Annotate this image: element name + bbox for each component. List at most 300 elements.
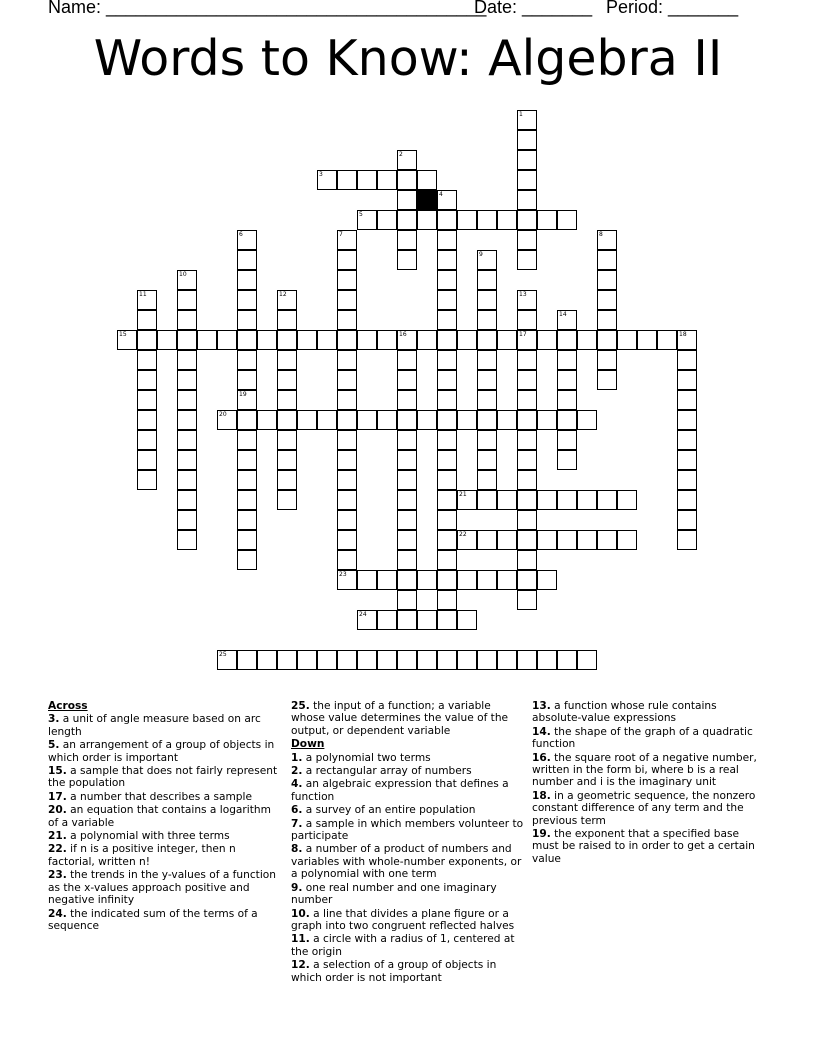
across-clue bbox=[48, 869, 284, 906]
across-clue bbox=[48, 739, 284, 764]
grid-cell[interactable] bbox=[257, 650, 277, 670]
grid-cell[interactable] bbox=[517, 150, 537, 170]
grid-cell[interactable] bbox=[177, 430, 197, 450]
grid-cell[interactable] bbox=[477, 650, 497, 670]
grid-cell[interactable] bbox=[437, 450, 457, 470]
grid-cell[interactable] bbox=[397, 370, 417, 390]
grid-cell[interactable] bbox=[237, 450, 257, 470]
clue-number: 13. bbox=[532, 700, 551, 712]
grid-cell[interactable] bbox=[337, 290, 357, 310]
grid-cell[interactable] bbox=[337, 310, 357, 330]
grid-cell[interactable] bbox=[397, 470, 417, 490]
grid-cell[interactable] bbox=[537, 570, 557, 590]
clue-number: 15. bbox=[48, 765, 67, 778]
grid-cell[interactable] bbox=[557, 530, 577, 550]
grid-cell[interactable] bbox=[517, 130, 537, 150]
grid-cell[interactable] bbox=[437, 610, 457, 630]
grid-cell[interactable] bbox=[397, 490, 417, 510]
grid-cell[interactable] bbox=[397, 650, 417, 670]
grid-cell[interactable] bbox=[377, 330, 397, 350]
grid-cell[interactable] bbox=[377, 650, 397, 670]
clue-text: one real number and one imaginary number bbox=[291, 881, 497, 907]
grid-cell[interactable] bbox=[517, 510, 537, 530]
grid-cell[interactable] bbox=[677, 370, 697, 390]
grid-cell[interactable] bbox=[457, 330, 477, 350]
grid-cell[interactable] bbox=[617, 330, 637, 350]
grid-cell[interactable] bbox=[597, 370, 617, 390]
grid-cell[interactable] bbox=[537, 650, 557, 670]
grid-cell[interactable] bbox=[657, 330, 677, 350]
grid-cell[interactable] bbox=[437, 390, 457, 410]
grid-cell[interactable] bbox=[417, 570, 437, 590]
grid-cell[interactable] bbox=[517, 250, 537, 270]
grid-cell[interactable] bbox=[237, 290, 257, 310]
clue-number-label: 14 bbox=[559, 311, 567, 318]
grid-cell[interactable] bbox=[517, 550, 537, 570]
grid-cell[interactable] bbox=[437, 410, 457, 430]
grid-cell[interactable] bbox=[437, 370, 457, 390]
grid-cell[interactable] bbox=[557, 450, 577, 470]
grid-cell[interactable] bbox=[177, 370, 197, 390]
clue-number: 21. bbox=[48, 830, 67, 843]
grid-cell[interactable] bbox=[617, 490, 637, 510]
grid-cell[interactable] bbox=[437, 590, 457, 610]
clue-number: 2. bbox=[291, 765, 303, 778]
grid-cell[interactable] bbox=[417, 410, 437, 430]
grid-cell[interactable] bbox=[517, 450, 537, 470]
across-clue bbox=[48, 908, 284, 933]
grid-cell[interactable] bbox=[337, 390, 357, 410]
across-clue bbox=[48, 830, 284, 842]
clue-number: 23. bbox=[48, 869, 67, 882]
grid-cell[interactable] bbox=[437, 650, 457, 670]
grid-cell[interactable] bbox=[397, 510, 417, 530]
grid-cell[interactable] bbox=[437, 310, 457, 330]
grid-cell[interactable] bbox=[397, 610, 417, 630]
grid-cell[interactable] bbox=[577, 530, 597, 550]
grid-cell[interactable] bbox=[677, 390, 697, 410]
grid-cell[interactable] bbox=[397, 250, 417, 270]
down-clue bbox=[532, 752, 768, 789]
grid-cell[interactable] bbox=[497, 490, 517, 510]
grid-cell[interactable] bbox=[637, 330, 657, 350]
clue-number-label: 22 bbox=[459, 531, 467, 538]
grid-cell[interactable] bbox=[177, 390, 197, 410]
grid-cell[interactable] bbox=[277, 390, 297, 410]
grid-cell[interactable] bbox=[397, 190, 417, 210]
grid-cell[interactable] bbox=[377, 210, 397, 230]
clue-text: a line that divides a plane figure or a graph into two congruent reflected halves bbox=[291, 907, 515, 932]
grid-cell[interactable] bbox=[277, 470, 297, 490]
grid-cell[interactable] bbox=[177, 290, 197, 310]
grid-cell[interactable] bbox=[177, 350, 197, 370]
grid-cell[interactable] bbox=[457, 410, 477, 430]
grid-cell[interactable] bbox=[177, 490, 197, 510]
grid-cell[interactable] bbox=[577, 490, 597, 510]
grid-cell[interactable] bbox=[177, 410, 197, 430]
grid-cell[interactable] bbox=[437, 550, 457, 570]
grid-cell[interactable] bbox=[357, 170, 377, 190]
grid-cell[interactable] bbox=[477, 490, 497, 510]
grid-cell[interactable] bbox=[517, 410, 537, 430]
clue-number: 1. bbox=[291, 751, 303, 764]
grid-cell[interactable] bbox=[337, 250, 357, 270]
grid-cell[interactable] bbox=[237, 650, 257, 670]
clue-number: 12. bbox=[291, 959, 310, 972]
across-clue bbox=[48, 713, 284, 738]
grid-cell[interactable] bbox=[397, 430, 417, 450]
grid-cell[interactable] bbox=[377, 570, 397, 590]
down-clue bbox=[532, 828, 768, 865]
clue-text: the exponent that a specified base must be raised to in order to get a certain value bbox=[532, 828, 755, 865]
clue-number-label: 17 bbox=[519, 331, 527, 338]
grid-cell[interactable] bbox=[677, 430, 697, 450]
grid-cell[interactable] bbox=[397, 550, 417, 570]
grid-cell[interactable] bbox=[437, 230, 457, 250]
name-field[interactable]: Name: ______________________________________ bbox=[48, 0, 487, 17]
grid-cell[interactable] bbox=[517, 350, 537, 370]
clue-number-label: 6 bbox=[239, 231, 243, 238]
grid-cell[interactable] bbox=[517, 190, 537, 210]
grid-cell[interactable] bbox=[537, 330, 557, 350]
grid-cell[interactable] bbox=[337, 530, 357, 550]
grid-cell[interactable] bbox=[137, 410, 157, 430]
grid-cell[interactable] bbox=[597, 250, 617, 270]
grid-cell[interactable] bbox=[437, 250, 457, 270]
grid-cell[interactable] bbox=[237, 270, 257, 290]
grid-cell[interactable] bbox=[557, 370, 577, 390]
down-clue bbox=[291, 752, 527, 764]
grid-cell[interactable] bbox=[137, 370, 157, 390]
grid-cell[interactable] bbox=[137, 310, 157, 330]
grid-cell[interactable] bbox=[577, 650, 597, 670]
grid-cell[interactable] bbox=[517, 170, 537, 190]
clues-column-3 bbox=[532, 700, 768, 866]
down-clue bbox=[532, 790, 768, 827]
grid-cell[interactable] bbox=[517, 390, 537, 410]
grid-cell[interactable] bbox=[437, 470, 457, 490]
clue-text: the indicated sum of the terms of a sequence bbox=[48, 907, 258, 932]
grid-cell[interactable] bbox=[137, 330, 157, 350]
grid-cell[interactable] bbox=[277, 330, 297, 350]
grid-cell[interactable] bbox=[517, 430, 537, 450]
grid-cell[interactable] bbox=[477, 430, 497, 450]
grid-cell[interactable] bbox=[417, 330, 437, 350]
clue-number: 18. bbox=[532, 789, 551, 802]
grid-cell[interactable] bbox=[337, 550, 357, 570]
grid-cell[interactable] bbox=[597, 270, 617, 290]
clue-text: a selection of a group of objects in which order is not important bbox=[291, 959, 497, 984]
grid-cell[interactable] bbox=[177, 330, 197, 350]
clue-number-label: 1 bbox=[519, 111, 523, 118]
grid-cell[interactable] bbox=[237, 530, 257, 550]
grid-cell[interactable] bbox=[597, 490, 617, 510]
grid-cell[interactable] bbox=[337, 450, 357, 470]
clue-number-label: 5 bbox=[359, 211, 363, 218]
grid-cell[interactable] bbox=[557, 330, 577, 350]
grid-cell[interactable] bbox=[397, 590, 417, 610]
grid-cell[interactable] bbox=[337, 430, 357, 450]
grid-cell[interactable] bbox=[237, 250, 257, 270]
grid-cell[interactable] bbox=[677, 350, 697, 370]
clue-number-label: 9 bbox=[479, 251, 483, 258]
grid-cell[interactable] bbox=[257, 330, 277, 350]
grid-cell[interactable] bbox=[537, 530, 557, 550]
grid-cell[interactable] bbox=[197, 330, 217, 350]
grid-cell[interactable] bbox=[477, 350, 497, 370]
grid-cell[interactable] bbox=[297, 410, 317, 430]
grid-cell[interactable] bbox=[397, 450, 417, 470]
grid-cell[interactable] bbox=[437, 510, 457, 530]
grid-cell[interactable] bbox=[417, 210, 437, 230]
grid-cell[interactable] bbox=[477, 370, 497, 390]
grid-cell[interactable] bbox=[377, 410, 397, 430]
grid-cell[interactable] bbox=[397, 390, 417, 410]
grid-cell[interactable] bbox=[557, 490, 577, 510]
across-clue bbox=[48, 804, 284, 829]
grid-cell[interactable] bbox=[337, 650, 357, 670]
grid-cell[interactable] bbox=[457, 650, 477, 670]
grid-cell[interactable] bbox=[277, 490, 297, 510]
grid-cell[interactable] bbox=[317, 410, 337, 430]
across-clue bbox=[291, 700, 527, 737]
grid-cell[interactable] bbox=[437, 530, 457, 550]
grid-cell[interactable] bbox=[217, 330, 237, 350]
grid-cell[interactable] bbox=[157, 330, 177, 350]
grid-cell[interactable] bbox=[397, 410, 417, 430]
grid-cell[interactable] bbox=[397, 210, 417, 230]
grid-cell[interactable] bbox=[277, 370, 297, 390]
grid-cell[interactable] bbox=[577, 410, 597, 430]
grid-cell[interactable] bbox=[477, 270, 497, 290]
grid-cell[interactable] bbox=[397, 230, 417, 250]
grid-cell[interactable] bbox=[437, 430, 457, 450]
clue-number-label: 15 bbox=[119, 331, 127, 338]
grid-cell[interactable] bbox=[577, 330, 597, 350]
grid-cell[interactable] bbox=[437, 350, 457, 370]
clue-text: in a geometric sequence, the nonzero constant difference of any term and the previous term bbox=[532, 789, 756, 827]
grid-cell[interactable] bbox=[257, 410, 277, 430]
grid-cell[interactable] bbox=[357, 410, 377, 430]
down-clue-list bbox=[291, 752, 527, 984]
grid-cell[interactable] bbox=[437, 330, 457, 350]
grid-cell[interactable] bbox=[237, 510, 257, 530]
grid-cell[interactable] bbox=[397, 350, 417, 370]
grid-cell[interactable] bbox=[357, 330, 377, 350]
grid-cell[interactable] bbox=[497, 570, 517, 590]
grid-cell[interactable] bbox=[457, 210, 477, 230]
grid-cell[interactable] bbox=[237, 470, 257, 490]
grid-cell[interactable] bbox=[477, 470, 497, 490]
grid-cell[interactable] bbox=[477, 310, 497, 330]
clue-number: 14. bbox=[532, 725, 551, 738]
grid-cell[interactable] bbox=[417, 170, 437, 190]
grid-cell[interactable] bbox=[437, 270, 457, 290]
grid-cell[interactable] bbox=[517, 530, 537, 550]
clues-column-2 bbox=[291, 700, 527, 985]
grid-cell[interactable] bbox=[437, 290, 457, 310]
grid-cell[interactable] bbox=[537, 210, 557, 230]
grid-cell[interactable] bbox=[497, 530, 517, 550]
grid-cell[interactable] bbox=[597, 350, 617, 370]
clue-number: 3. bbox=[48, 713, 60, 726]
down-clue bbox=[291, 778, 527, 803]
grid-cell[interactable] bbox=[537, 410, 557, 430]
grid-cell[interactable] bbox=[237, 330, 257, 350]
grid-cell[interactable] bbox=[177, 310, 197, 330]
grid-cell[interactable] bbox=[677, 470, 697, 490]
grid-cell[interactable] bbox=[557, 390, 577, 410]
period-field[interactable]: Period: _______ bbox=[606, 0, 739, 17]
clue-number-label: 13 bbox=[519, 291, 527, 298]
grid-cell[interactable] bbox=[517, 590, 537, 610]
grid-cell[interactable] bbox=[557, 650, 577, 670]
grid-cell[interactable] bbox=[497, 410, 517, 430]
grid-cell[interactable] bbox=[517, 570, 537, 590]
clues-column-1 bbox=[48, 700, 284, 933]
clue-number: 24. bbox=[48, 907, 67, 920]
grid-cell[interactable] bbox=[277, 350, 297, 370]
clue-text: a function whose rule contains absolute-value expressions bbox=[532, 700, 717, 725]
down-clue bbox=[291, 908, 527, 933]
grid-cell[interactable] bbox=[517, 650, 537, 670]
grid-cell[interactable] bbox=[277, 310, 297, 330]
clue-number: 4. bbox=[291, 778, 303, 791]
grid-cell[interactable] bbox=[437, 490, 457, 510]
grid-cell[interactable] bbox=[477, 290, 497, 310]
grid-cell[interactable] bbox=[477, 390, 497, 410]
grid-cell[interactable] bbox=[477, 210, 497, 230]
grid-cell[interactable] bbox=[337, 170, 357, 190]
grid-cell[interactable] bbox=[277, 430, 297, 450]
grid-cell[interactable] bbox=[677, 490, 697, 510]
grid-cell[interactable] bbox=[557, 350, 577, 370]
grid-cell[interactable] bbox=[497, 330, 517, 350]
grid-cell[interactable] bbox=[437, 570, 457, 590]
down-clue bbox=[291, 818, 527, 843]
grid-cell[interactable] bbox=[377, 610, 397, 630]
date-field[interactable]: Date: _______ bbox=[474, 0, 593, 17]
grid-cell[interactable] bbox=[277, 450, 297, 470]
grid-cell[interactable] bbox=[137, 470, 157, 490]
grid-cell[interactable] bbox=[337, 470, 357, 490]
clue-number-label: 12 bbox=[279, 291, 287, 298]
grid-cell[interactable] bbox=[337, 490, 357, 510]
grid-cell[interactable] bbox=[237, 310, 257, 330]
clue-number: 7. bbox=[291, 817, 303, 830]
grid-cell[interactable] bbox=[337, 510, 357, 530]
clue-number-label: 20 bbox=[219, 411, 227, 418]
grid-cell[interactable] bbox=[597, 530, 617, 550]
grid-cell[interactable] bbox=[477, 570, 497, 590]
grid-cell[interactable] bbox=[337, 370, 357, 390]
grid-cell[interactable] bbox=[557, 410, 577, 430]
grid-cell[interactable] bbox=[477, 530, 497, 550]
clue-text: an algebraic expression that defines a function bbox=[291, 778, 509, 803]
grid-cell[interactable] bbox=[677, 450, 697, 470]
grid-cell[interactable] bbox=[517, 470, 537, 490]
black-cell bbox=[417, 190, 437, 210]
grid-cell[interactable] bbox=[177, 530, 197, 550]
clue-text: a number that describes a sample bbox=[66, 790, 252, 803]
grid-cell[interactable] bbox=[297, 650, 317, 670]
grid-cell[interactable] bbox=[597, 330, 617, 350]
grid-cell[interactable] bbox=[617, 530, 637, 550]
grid-cell[interactable] bbox=[517, 490, 537, 510]
grid-cell[interactable] bbox=[317, 650, 337, 670]
grid-cell[interactable] bbox=[137, 450, 157, 470]
grid-cell[interactable] bbox=[477, 410, 497, 430]
grid-cell[interactable] bbox=[677, 510, 697, 530]
grid-cell[interactable] bbox=[417, 610, 437, 630]
grid-cell[interactable] bbox=[317, 330, 337, 350]
grid-cell[interactable] bbox=[177, 510, 197, 530]
grid-cell[interactable] bbox=[597, 290, 617, 310]
grid-cell[interactable] bbox=[517, 210, 537, 230]
grid-cell[interactable] bbox=[457, 610, 477, 630]
grid-cell[interactable] bbox=[137, 390, 157, 410]
grid-cell[interactable] bbox=[337, 270, 357, 290]
grid-cell[interactable] bbox=[517, 230, 537, 250]
grid-cell[interactable] bbox=[237, 350, 257, 370]
grid-cell[interactable] bbox=[237, 550, 257, 570]
grid-cell[interactable] bbox=[537, 490, 557, 510]
clue-number: 5. bbox=[48, 739, 60, 752]
grid-cell[interactable] bbox=[237, 370, 257, 390]
grid-cell[interactable] bbox=[677, 530, 697, 550]
grid-cell[interactable] bbox=[557, 210, 577, 230]
grid-cell[interactable] bbox=[497, 650, 517, 670]
grid-cell[interactable] bbox=[597, 310, 617, 330]
grid-cell[interactable] bbox=[477, 450, 497, 470]
grid-cell[interactable] bbox=[277, 410, 297, 430]
grid-cell[interactable] bbox=[297, 330, 317, 350]
grid-cell[interactable] bbox=[517, 310, 537, 330]
grid-cell[interactable] bbox=[277, 650, 297, 670]
grid-cell[interactable] bbox=[397, 570, 417, 590]
grid-cell[interactable] bbox=[377, 170, 397, 190]
clue-text: a number of a product of numbers and variables with whole-number exponents, or a polynomial with one term bbox=[291, 843, 522, 881]
grid-cell[interactable] bbox=[677, 410, 697, 430]
clue-number-label: 21 bbox=[459, 491, 467, 498]
grid-cell[interactable] bbox=[517, 370, 537, 390]
grid-cell[interactable] bbox=[137, 430, 157, 450]
grid-cell[interactable] bbox=[237, 490, 257, 510]
grid-cell[interactable] bbox=[437, 210, 457, 230]
grid-cell[interactable] bbox=[177, 450, 197, 470]
grid-cell[interactable] bbox=[177, 470, 197, 490]
grid-cell[interactable] bbox=[337, 410, 357, 430]
grid-cell[interactable] bbox=[237, 430, 257, 450]
grid-cell[interactable] bbox=[237, 410, 257, 430]
grid-cell[interactable] bbox=[357, 570, 377, 590]
grid-cell[interactable] bbox=[397, 170, 417, 190]
grid-cell[interactable] bbox=[397, 530, 417, 550]
clue-number-label: 19 bbox=[239, 391, 247, 398]
down-clue bbox=[291, 882, 527, 907]
grid-cell[interactable] bbox=[337, 330, 357, 350]
grid-cell[interactable] bbox=[477, 330, 497, 350]
grid-cell[interactable] bbox=[137, 350, 157, 370]
grid-cell[interactable] bbox=[457, 570, 477, 590]
grid-cell[interactable] bbox=[557, 430, 577, 450]
grid-cell[interactable] bbox=[337, 350, 357, 370]
grid-cell[interactable] bbox=[357, 650, 377, 670]
down-heading: Down bbox=[291, 738, 325, 751]
grid-cell[interactable] bbox=[497, 210, 517, 230]
grid-cell[interactable] bbox=[417, 650, 437, 670]
clue-text: a rectangular array of numbers bbox=[302, 765, 472, 778]
